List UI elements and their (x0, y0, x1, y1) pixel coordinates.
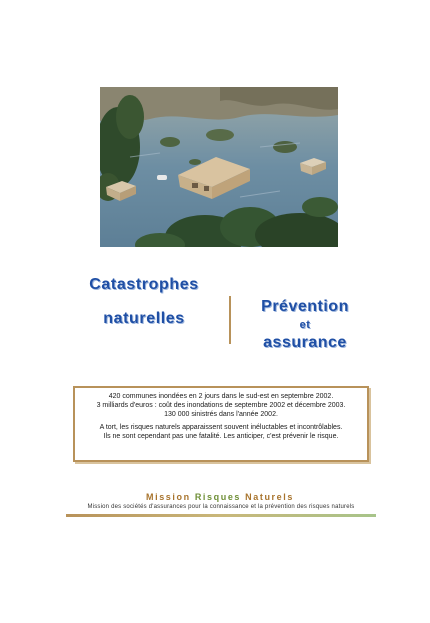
mission-risques-naturels-logo (80, 492, 360, 502)
key-figures-box (73, 386, 369, 462)
title-prevention-assurance (240, 297, 370, 353)
title-right-line3: assurance (263, 334, 347, 351)
info-line-4: A tort, les risques naturels apparaissent souvent inéluctables et incontrôlables. (99, 424, 343, 431)
info-line-5: Ils ne sont cependant pas une fatalité. Les anticiper, c'est prévenir le risque. (103, 433, 339, 440)
mission-word-2: Risques (194, 492, 242, 502)
info-line-1: 420 communes inondées en 2 jours dans le sud-est en septembre 2002. (108, 393, 334, 400)
info-line-2: 3 milliards d'euros : coût des inondations de septembre 2002 et décembre 2003. (96, 402, 346, 409)
info-line-3: 130 000 sinistrés dans l'année 2002. (164, 411, 278, 418)
mission-word-3: Naturels (245, 492, 294, 502)
mission-subtitle: Mission des sociétés d'assurances pour la connaissance et la prévention des risques naturels (87, 504, 355, 510)
title-right-line2: et (299, 319, 311, 331)
title-left-line2: naturelles (103, 310, 185, 327)
title-catastrophes-naturelles (64, 272, 224, 332)
title-divider (229, 296, 231, 344)
mission-word-1: Mission (146, 492, 191, 502)
mission-underline (66, 514, 376, 517)
title-left-line1: Catastrophes (89, 276, 199, 293)
title-right-line1: Prévention (261, 298, 349, 315)
flood-photo-illustration (100, 87, 338, 247)
cover-photo (100, 87, 338, 247)
